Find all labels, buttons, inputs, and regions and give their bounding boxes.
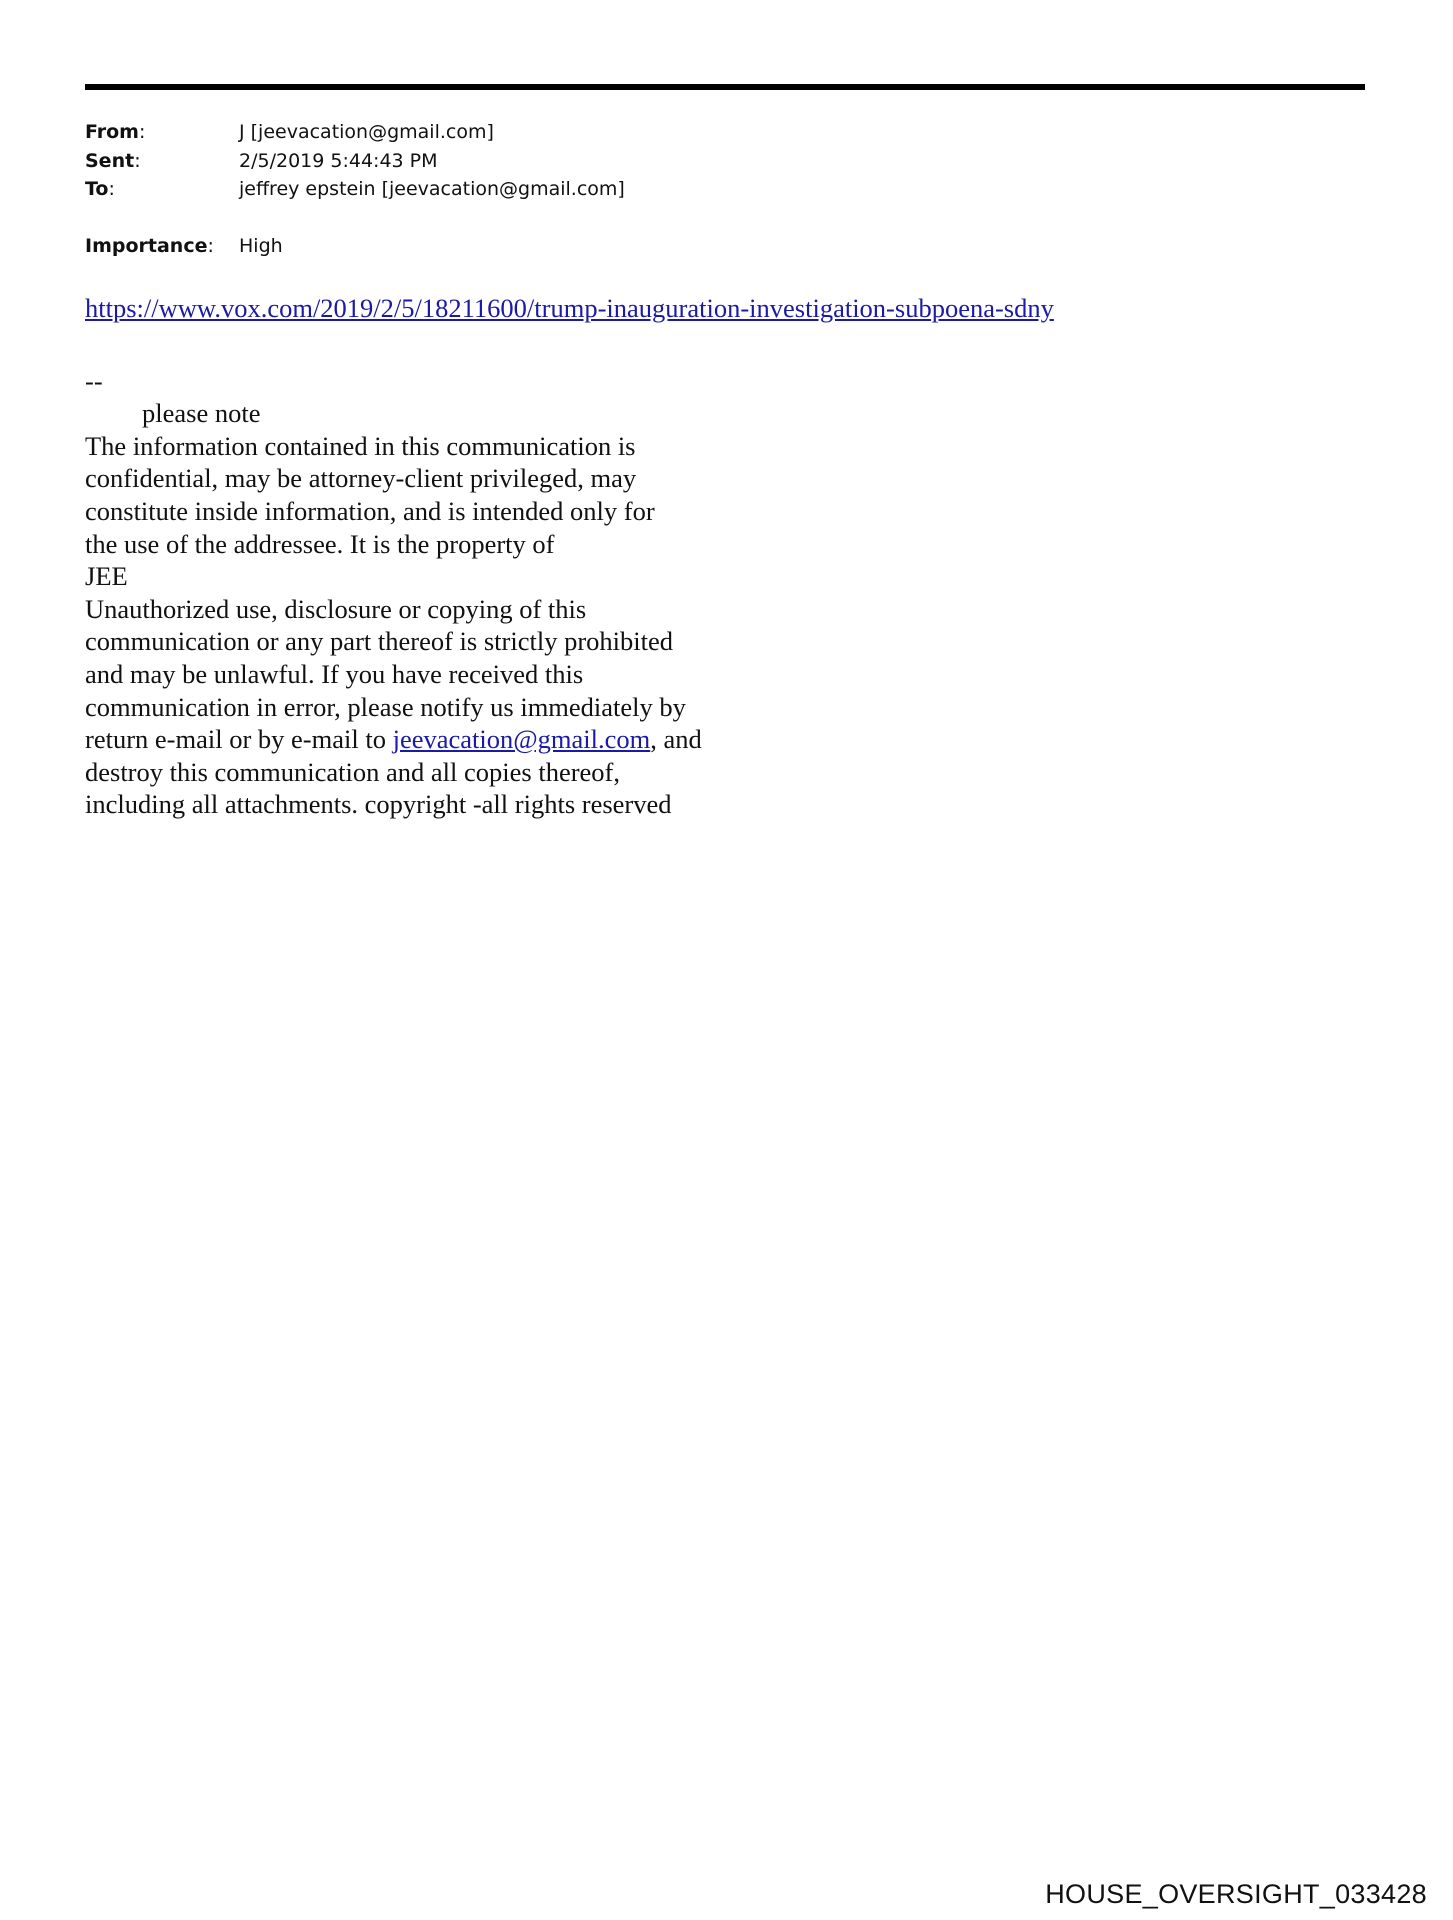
- sent-label: Sent:: [85, 149, 141, 172]
- from-label: From:: [85, 121, 146, 143]
- url-line: [85, 292, 1054, 325]
- header-rule: [85, 84, 1365, 90]
- importance-value: High: [239, 234, 283, 257]
- disclaimer-line: The information contained in this communication is: [85, 430, 636, 461]
- sent-value: 2/5/2019 5:44:43 PM: [239, 149, 438, 172]
- importance-row: [85, 232, 625, 261]
- disclaimer-line: including all attachments. copyright -all rights reserved: [85, 789, 672, 820]
- please-note-line: please note: [142, 398, 261, 429]
- to-label: To:: [85, 178, 115, 200]
- disclaimer-line-with-email: return e-mail or by e-mail to jeevacation@gmail.com, and: [85, 724, 702, 755]
- from-row: [85, 118, 625, 147]
- sent-row: [85, 147, 625, 176]
- email-header: [85, 118, 625, 260]
- disclaimer-line: communication in error, please notify us immediately by: [85, 691, 686, 722]
- email-link[interactable]: jeevacation@gmail.com: [392, 724, 651, 755]
- article-link[interactable]: https://www.vox.com/2019/2/5/18211600/trump-inauguration-investigation-subpoena-sdny: [85, 293, 1054, 323]
- disclaimer-line: the use of the addressee. It is the property of: [85, 528, 555, 559]
- to-row: [85, 175, 625, 204]
- disclaimer-line: confidential, may be attorney-client privileged, may: [85, 463, 637, 494]
- disclaimer-line: destroy this communication and all copies thereof,: [85, 756, 621, 787]
- disclaimer-line: JEE: [85, 561, 128, 592]
- disclaimer-line: and may be unlawful. If you have received this: [85, 658, 584, 689]
- bates-number: HOUSE_OVERSIGHT_033428: [1045, 1879, 1427, 1909]
- importance-label: Importance:: [85, 234, 214, 257]
- to-value: jeffrey epstein [jeevacation@gmail.com]: [239, 178, 625, 200]
- disclaimer-line: constitute inside information, and is intended only for: [85, 495, 655, 526]
- signature-separator: --: [85, 365, 103, 396]
- from-value: J [jeevacation@gmail.com]: [239, 121, 494, 143]
- disclaimer-line: communication or any part thereof is strictly prohibited: [85, 626, 673, 657]
- email-body: [85, 292, 1054, 821]
- disclaimer-line: Unauthorized use, disclosure or copying of this: [85, 593, 587, 624]
